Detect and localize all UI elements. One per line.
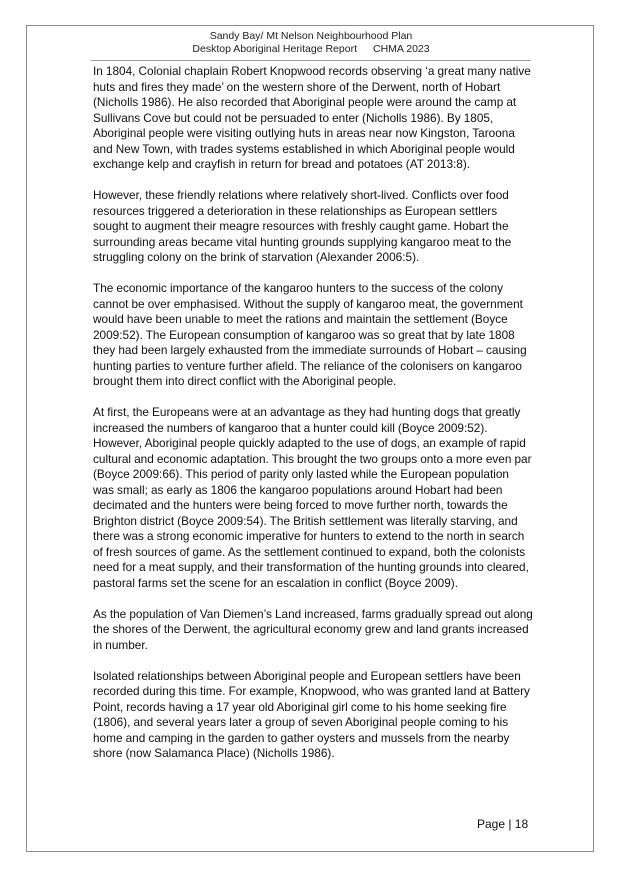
header-organisation: CHMA 2023 (372, 43, 430, 55)
page-number: Page | 18 (477, 817, 529, 831)
paragraph: At first, the Europeans were at an advantage as they had hunting dogs that greatly increased the numbers of kangaroo that a hunter could kill (Boyce 2009:52). However, Aboriginal people quickly adapted to the use of dogs, an example of rapid cultural and economic adaptation. This brought the two groups onto a more even par (Boyce 2009:66). This period of parity only lasted while the European population was small; as early as 1806 the kangaroo populations around Hobart had been decimated and the hunters were being forced to move further north, towards the Brighton district (Boyce 2009:54). The British settlement was literally starving, and there was a strong economic imperative for hunters to extend to the north in search of fresh sources of game. As the settlement continued to expand, both the colonists need for a meat supply, and their transformation of the hunting grounds into cleared, pastoral farms set the scene for an escalation in conflict (Boyce 2009). (93, 405, 532, 590)
paragraph: In 1804, Colonial chaplain Robert Knopwood records observing ‘a great many native huts and fires they made’ on the western shore of the Derwent, north of Hobart (Nicholls 1986). He also recorded that Aboriginal people were around the camp at Sullivans Cove but could not be persuaded to enter (Nicholls 1986). By 1805, Aboriginal people were visiting outlying huts in areas near now Kingston, Taroona and New Town, with trades systems established in which Aboriginal people would exchange kelp and crayfish in return for bread and potatoes (AT 2013:8). (93, 64, 531, 171)
page-header (0, 30, 622, 56)
paragraph: The economic importance of the kangaroo hunters to the success of the colony cannot be over emphasised. Without the supply of kangaroo meat, the government would have been unable to meet the rations and maintain the settlement (Boyce 2009:52). The European consumption of kangaroo was so great that by late 1808 they had been largely exhausted from the immediate surrounds of Hobart – causing hunting parties to venture further afield. The reliance of the colonisers on kangaroo brought them into direct conflict with the Aboriginal people. (93, 281, 527, 388)
header-subtitle-line (0, 43, 622, 56)
header-divider (91, 60, 531, 61)
paragraph: However, these friendly relations where relatively short-lived. Conflicts over food resources triggered a deterioration in these relationships as European settlers sought to augment their meagre resources with freshly caught game. Hobart the surrounding areas became vital hunting grounds supplying kangaroo meat to the struggling colony on the brink of starvation (Alexander 2006:5). (93, 188, 512, 264)
header-subtitle: Desktop Aboriginal Heritage Report (192, 43, 357, 55)
paragraph: Isolated relationships between Aboriginal people and European settlers have been recorded during this time. For example, Knopwood, who was granted land at Battery Point, records having a 17 year old Aboriginal girl come to his home seeking fire (1806), and several years later a group of seven Aboriginal people coming to his home and camping in the garden to gather oysters and mussels from the nearby shore (now Salamanca Place) (Nicholls 1986). (93, 668, 530, 760)
paragraph: As the population of Van Diemen’s Land increased, farms gradually spread out along the shores of the Derwent, the agricultural economy grew and land grants increased in number. (93, 606, 533, 652)
document-body (93, 64, 533, 777)
header-title: Sandy Bay/ Mt Nelson Neighbourhood Plan (209, 30, 413, 42)
